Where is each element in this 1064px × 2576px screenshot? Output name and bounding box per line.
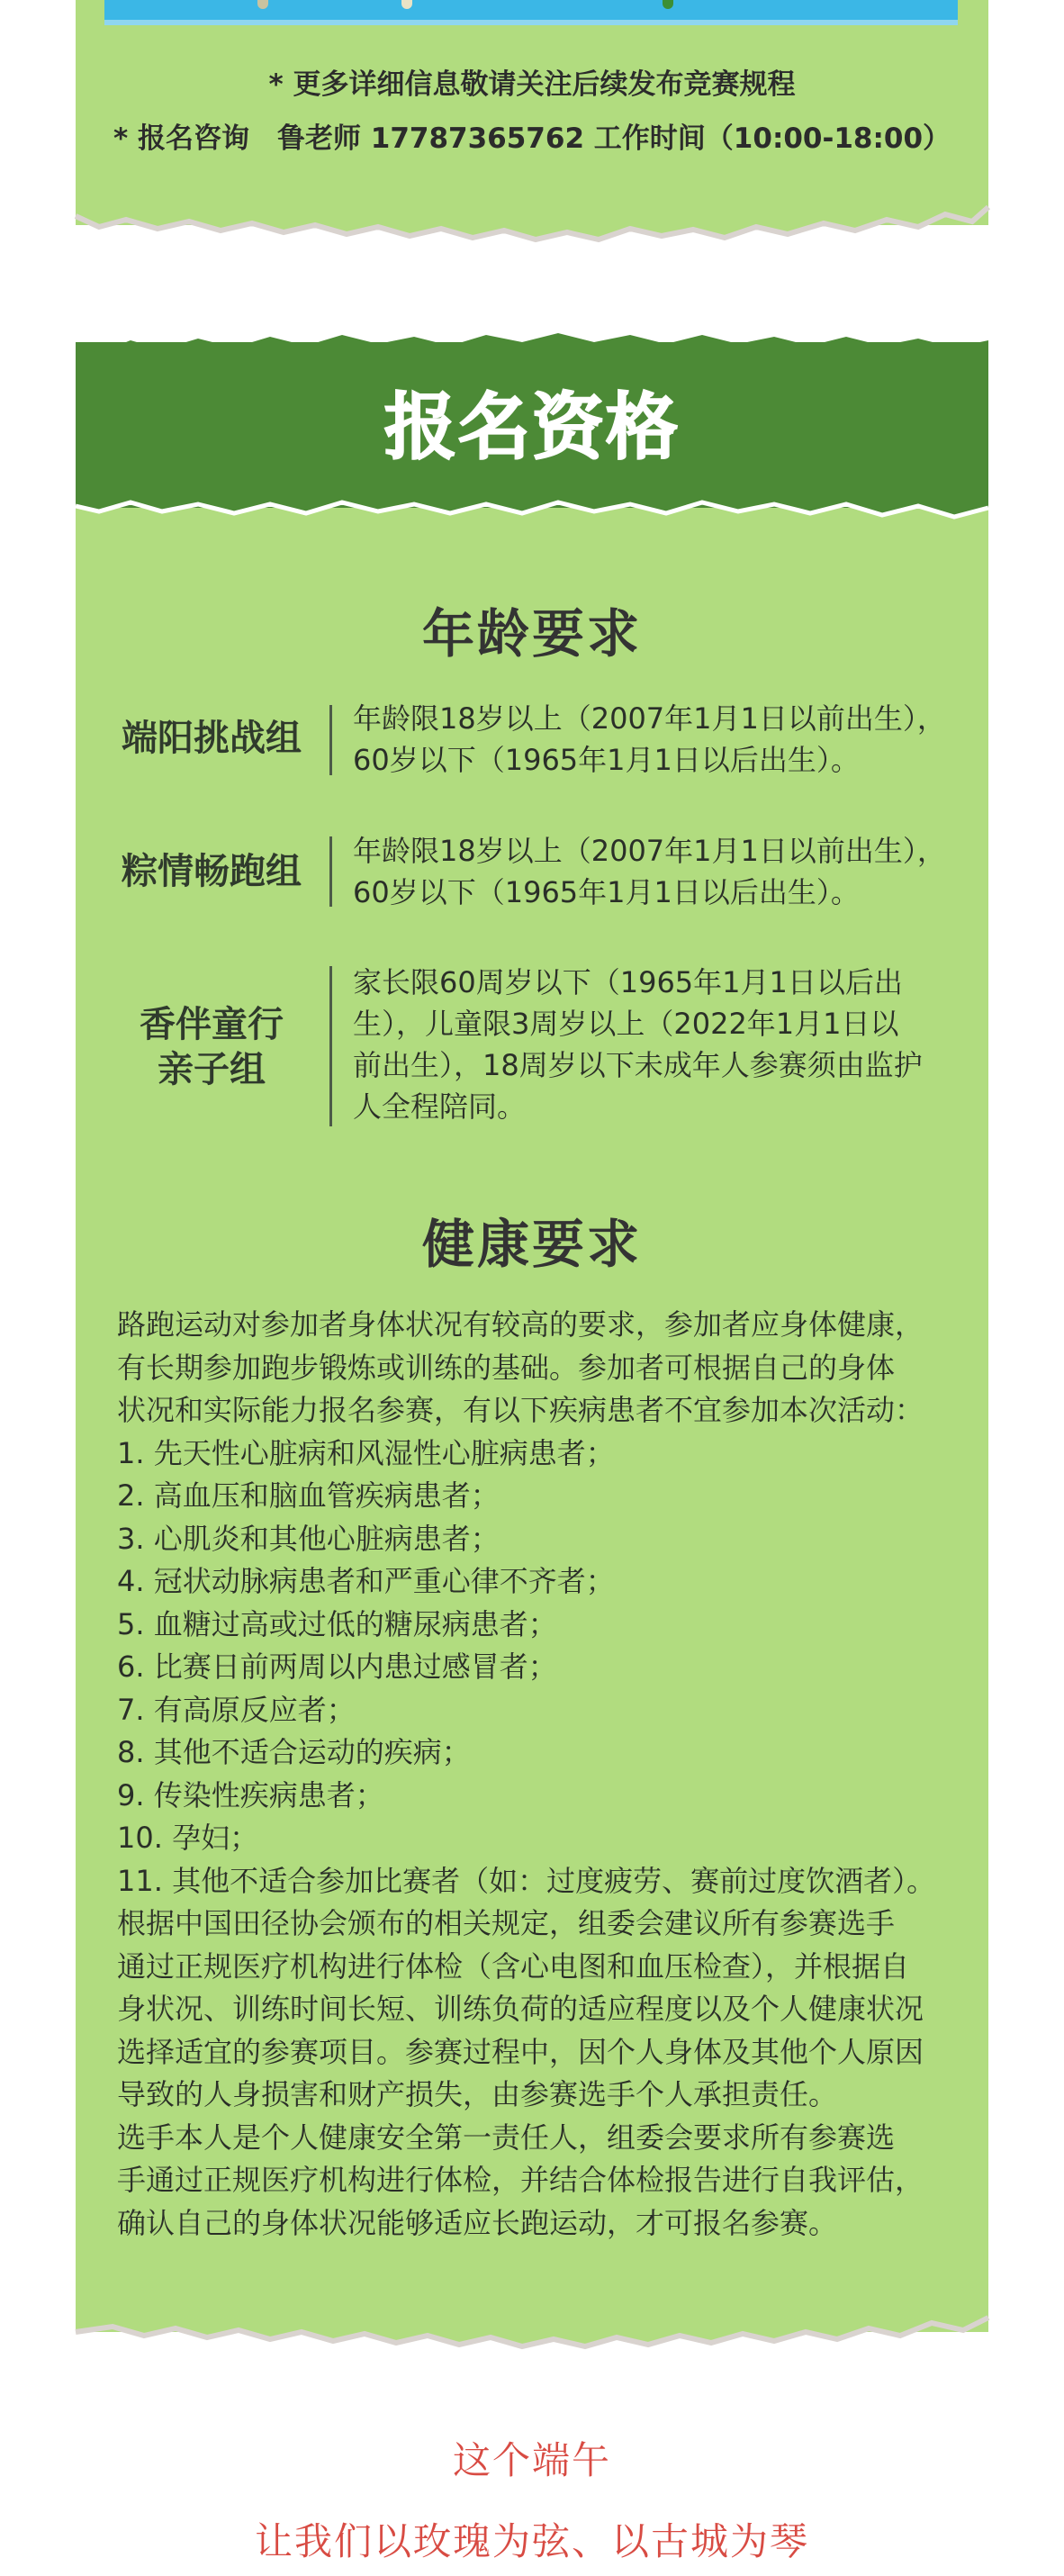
banner-torn-bottom-edge	[63, 493, 1001, 529]
health-line: 通过正规医疗机构进行体检（含心电图和血压检查），并根据自	[117, 1948, 910, 1984]
group-name-line: 亲子组	[158, 1049, 266, 1090]
health-line: 7. 有高原反应者；	[117, 1692, 356, 1727]
group-desc-line: 人全程陪同。	[353, 1089, 527, 1124]
ripped-edge-main-panel	[63, 2287, 1001, 2368]
group-divider	[329, 705, 332, 775]
group-divider	[329, 966, 332, 1126]
health-line: 根据中国田径协会颁布的相关规定，组委会建议所有参赛选手	[117, 1906, 896, 1940]
health-line: 5. 血糖过高或过低的糖尿病患者；	[117, 1606, 557, 1641]
health-line: 选手本人是个人健康安全第一责任人，组委会要求所有参赛选	[117, 2120, 896, 2155]
contact-notes	[76, 58, 988, 166]
rules-note: * 更多详细信息敬请关注后续发布竞赛规程	[268, 68, 796, 101]
health-line: 有长期参加跑步锻炼或训练的基础。参加者可根据自己的身体	[117, 1350, 896, 1385]
group-desc-challenge	[353, 698, 958, 781]
group-desc-line: 家长限60周岁以下（1965年1月1日以后出	[353, 965, 903, 999]
ripped-edge-top-panel	[63, 180, 1001, 261]
health-line: 选择适宜的参赛项目。参赛过程中，因个人身体及其他个人原因	[117, 2034, 924, 2069]
group-desc-fun-run	[353, 830, 958, 913]
group-desc-line: 60岁以下（1965年1月1日以后出生）。	[353, 743, 860, 777]
health-line: 4. 冠状动脉病患者和严重心律不齐者；	[117, 1564, 615, 1598]
health-line: 10. 孕妇；	[117, 1821, 259, 1855]
age-section-title: 年龄要求	[421, 603, 642, 664]
group-desc-line: 前出生），18周岁以下未成年人参赛须由监护	[353, 1048, 923, 1082]
group-desc-line: 60岁以下（1965年1月1日以后出生）。	[353, 875, 860, 909]
health-line: 路跑运动对参加者身体状况有较高的要求，参加者应身体健康，	[117, 1307, 924, 1342]
health-line: 确认自己的身体状况能够适应长跑运动，才可报名参赛。	[117, 2205, 838, 2240]
group-desc-line: 年龄限18岁以上（2007年1月1日以前出生），	[353, 834, 946, 868]
group-divider	[329, 836, 332, 907]
group-desc-line: 生），儿童限3周岁以上（2022年1月1日以	[353, 1007, 899, 1041]
health-line: 2. 高血压和脑血管疾病患者；	[117, 1478, 500, 1513]
group-desc-line: 年龄限18岁以上（2007年1月1日以前出生），	[353, 701, 946, 736]
group-desc-family	[353, 962, 958, 1127]
closing-line-2: 让我们以玫瑰为弦、以古城为琴	[254, 2519, 809, 2563]
health-line: 8. 其他不适合运动的疾病；	[117, 1735, 471, 1769]
health-line: 9. 传染性疾病患者；	[117, 1777, 384, 1812]
health-line: 6. 比赛日前两周以内患过感冒者；	[117, 1650, 557, 1684]
banner-title: 报名资格	[384, 385, 680, 469]
health-section-title: 健康要求	[421, 1214, 642, 1275]
group-name-fun-run: 粽情畅跑组	[122, 851, 302, 892]
health-line: 导致的人身损害和财产损失，由参赛选手个人承担责任。	[117, 2077, 838, 2111]
health-requirements-text	[117, 1304, 968, 2245]
health-line: 状况和实际能力报名参赛，有以下疾病患者不宜参加本次活动：	[117, 1393, 924, 1427]
health-line: 1. 先天性心脏病和风湿性心脏病患者；	[117, 1435, 615, 1470]
health-line: 身状况、训练时间长短、训练负荷的适应程度以及个人健康状况	[117, 1992, 924, 2026]
group-name-challenge: 端阳挑战组	[122, 718, 302, 759]
contact-note: * 报名咨询 鲁老师 17787365762 工作时间（10:00-18:00）	[113, 122, 951, 155]
banner-torn-top-edge	[63, 330, 1001, 366]
closing-line-1: 这个端午	[452, 2438, 611, 2482]
health-line: 手通过正规医疗机构进行体检，并结合体检报告进行自我评估，	[117, 2163, 924, 2197]
image-frame-bottom-edge	[104, 0, 958, 25]
group-name-family	[99, 1002, 324, 1092]
group-name-line: 香伴童行	[140, 1004, 284, 1045]
health-line: 3. 心肌炎和其他心脏病患者；	[117, 1521, 500, 1556]
health-line: 11. 其他不适合参加比赛者（如：过度疲劳、赛前过度饮酒者）。	[117, 1863, 936, 1898]
